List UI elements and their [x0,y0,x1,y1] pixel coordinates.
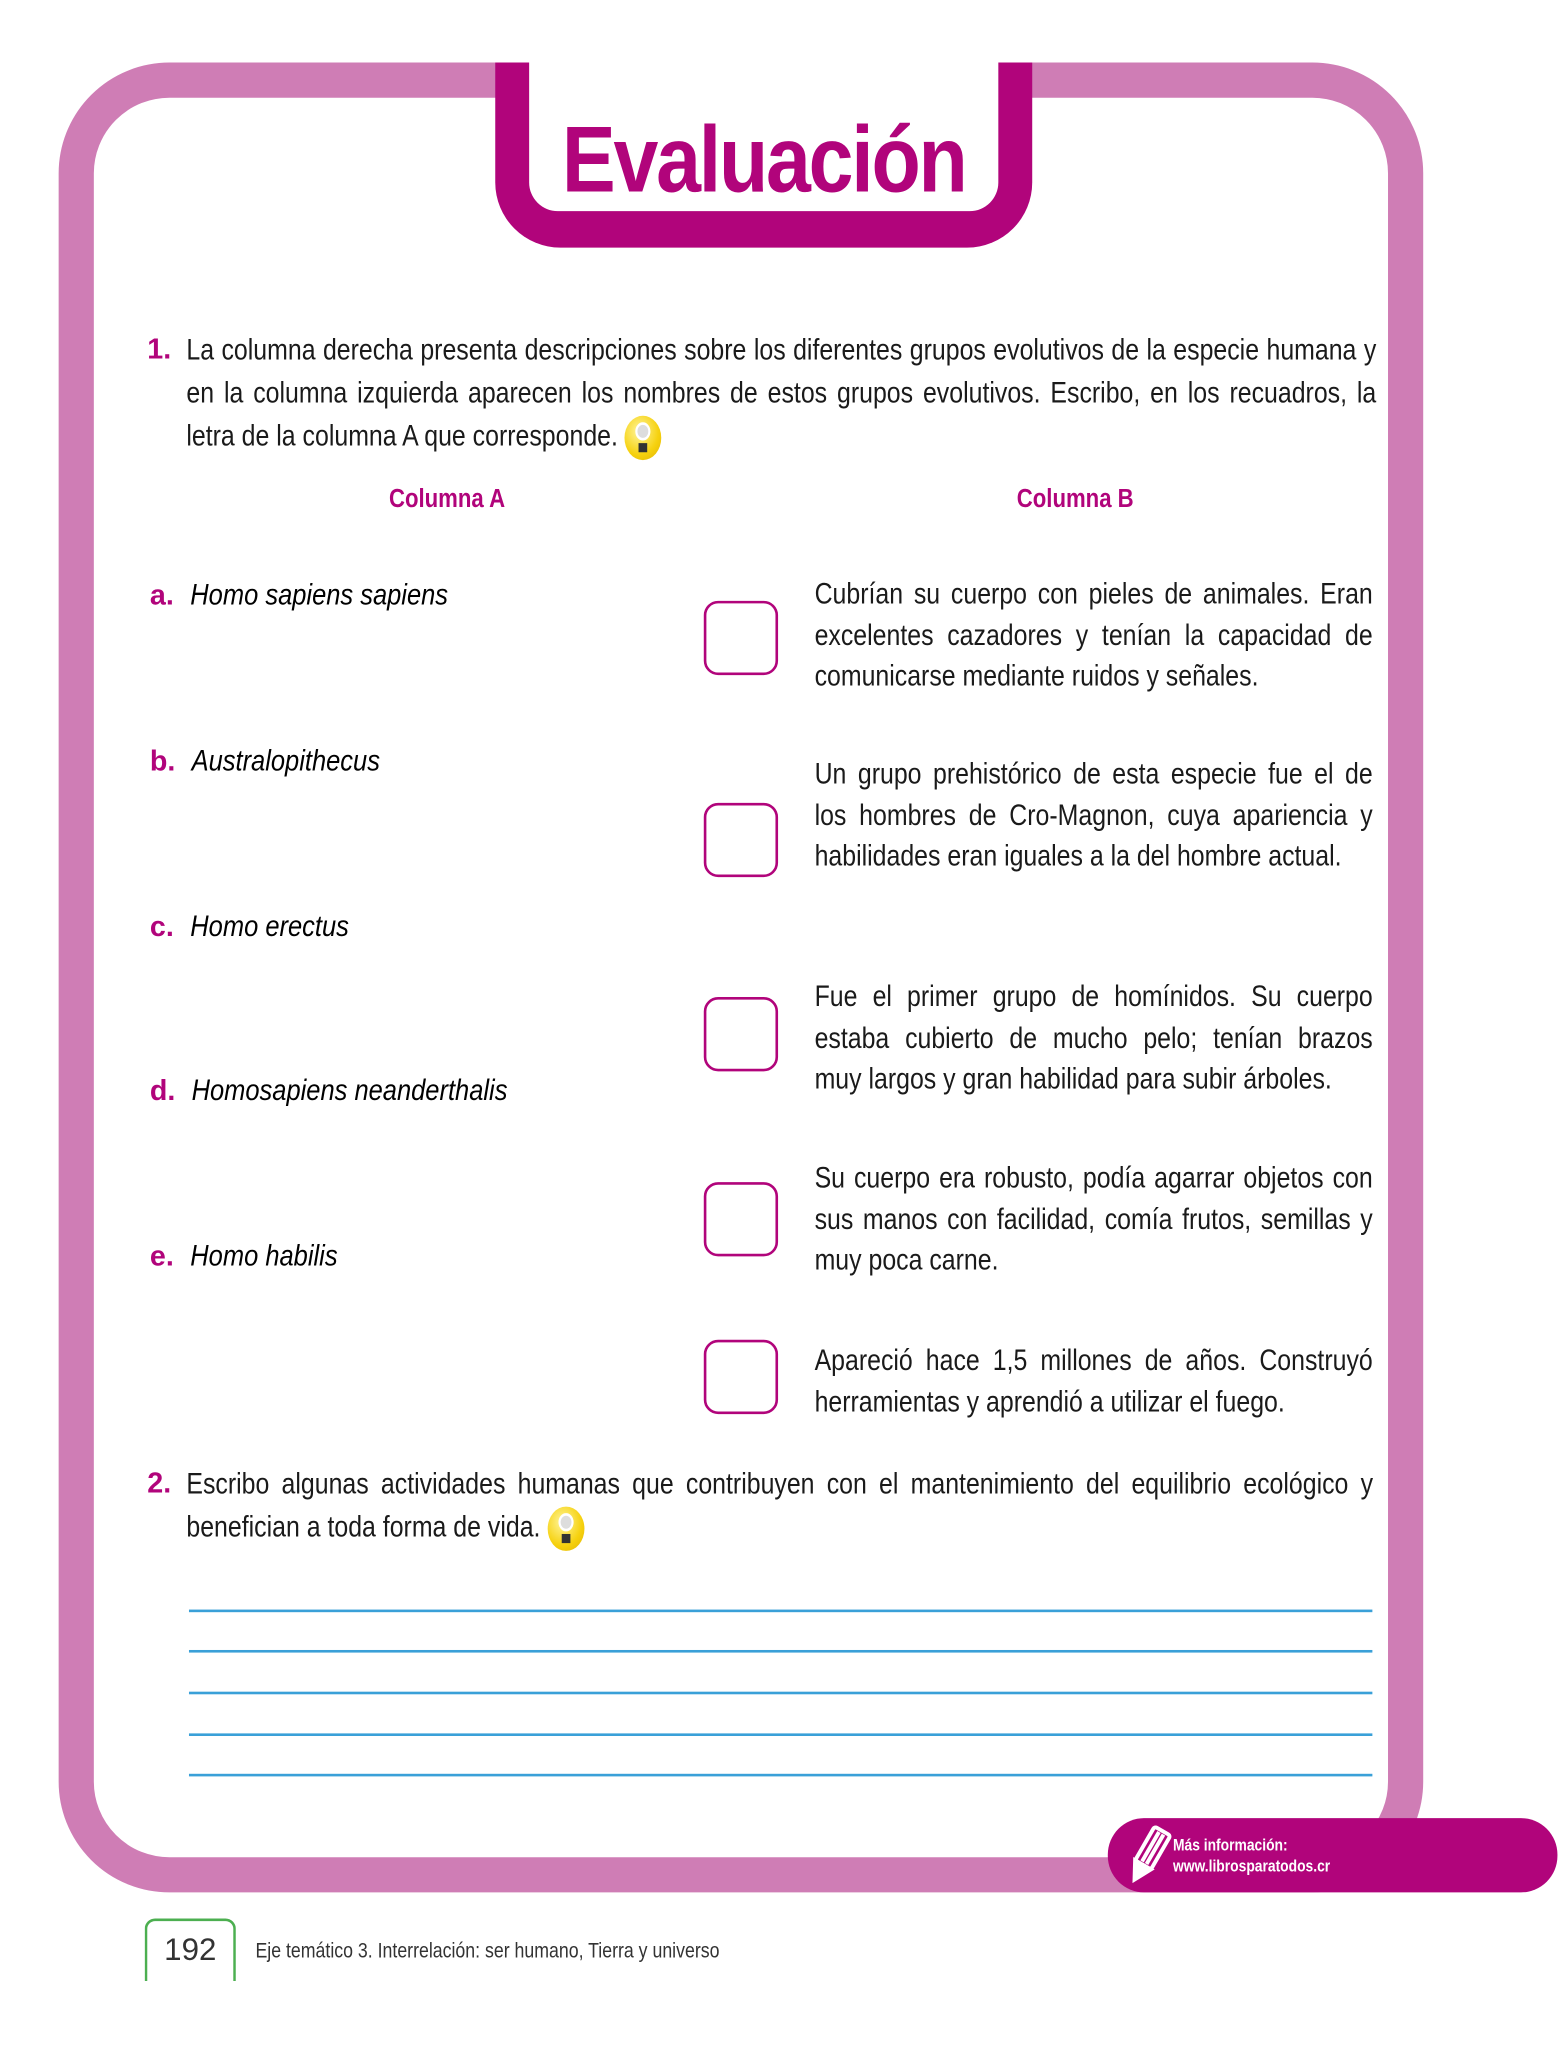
question-2-text [186,1462,1373,1551]
question-2-number: 2. [147,1466,172,1499]
more-info-label: Más información: [1172,1836,1288,1855]
column-b-description: Apareció hace 1,5 millones de años. Construyó herramientas y aprendió a utilizar el fuego. [814,1342,1373,1418]
column-b-header: Columna B [1016,484,1134,514]
item-letter: e. [149,1239,174,1273]
answer-line[interactable] [189,1774,1372,1777]
item-name: Australopithecus [192,742,381,777]
item-letter: c. [149,909,174,943]
column-a-item [150,908,377,943]
more-info-link[interactable]: www.librosparatodos.cr [1172,1857,1331,1876]
column-b-description: Su cuerpo era robusto, podía agarrar objetos con sus manos con facilidad, comía frutos, semillas y muy poca carne. [814,1159,1373,1276]
column-a-item [150,1238,364,1273]
item-name: Homosapiens neanderthalis [192,1072,508,1107]
item-letter: d. [149,1073,176,1107]
answer-box[interactable] [704,601,778,675]
question-2-text-span: Escribo algunas actividades humanas que contribuyen con el mantenimiento del equilibrio ecológico y benefician a toda forma de vida. [186,1466,1374,1544]
column-a-header: Columna A [388,484,506,514]
item-letter: b. [149,744,176,777]
answer-line[interactable] [189,1692,1372,1695]
pencil-icon [1123,1825,1173,1888]
answer-box[interactable] [704,1340,778,1414]
footer-text: Eje temático 3. Interrelación: ser humano, Tierra y universo [255,1940,720,1963]
answer-line[interactable] [189,1733,1372,1736]
lightbulb-icon [625,416,662,460]
page-title: Evaluación [561,108,966,213]
column-a-item [150,1073,564,1108]
item-name: Homo habilis [190,1238,338,1273]
question-1-text [186,328,1376,460]
answer-box[interactable] [704,803,778,877]
column-a-item [150,743,414,778]
question-1-text-span: La columna derecha presenta descripciones sobre los diferentes grupos evolutivos de la especie humana y en la columna izquierda aparecen los nombres de estos grupos evolutivos. Escribo, en los recuadros, la letra de la columna A que corresponde. [186,332,1377,453]
item-name: Homo sapiens sapiens [190,577,449,612]
item-name: Homo erectus [190,908,350,943]
answer-line[interactable] [189,1650,1372,1653]
lightbulb-icon [547,1507,584,1551]
answer-line[interactable] [189,1610,1372,1613]
more-info-text [1173,1835,1330,1877]
answer-box[interactable] [704,1182,778,1256]
answer-box[interactable] [704,997,778,1071]
column-b-description: Fue el primer grupo de homínidos. Su cuerpo estaba cubierto de mucho pelo; tenían brazos muy largos y gran habilidad para subir árboles. [814,978,1373,1095]
column-a-item [150,577,494,612]
page-number: 192 [145,1918,236,1981]
item-letter: a. [149,578,174,612]
question-1-number: 1. [147,332,172,365]
column-b-description: Un grupo prehistórico de esta especie fue el de los hombres de Cro-Magnon, cuya apariencia y habilidades eran iguales a la del hombre actual. [814,755,1373,872]
column-b-description: Cubrían su cuerpo con pieles de animales. Eran excelentes cazadores y tenían la capacidad de comunicarse mediante ruidos y señales. [814,576,1373,693]
